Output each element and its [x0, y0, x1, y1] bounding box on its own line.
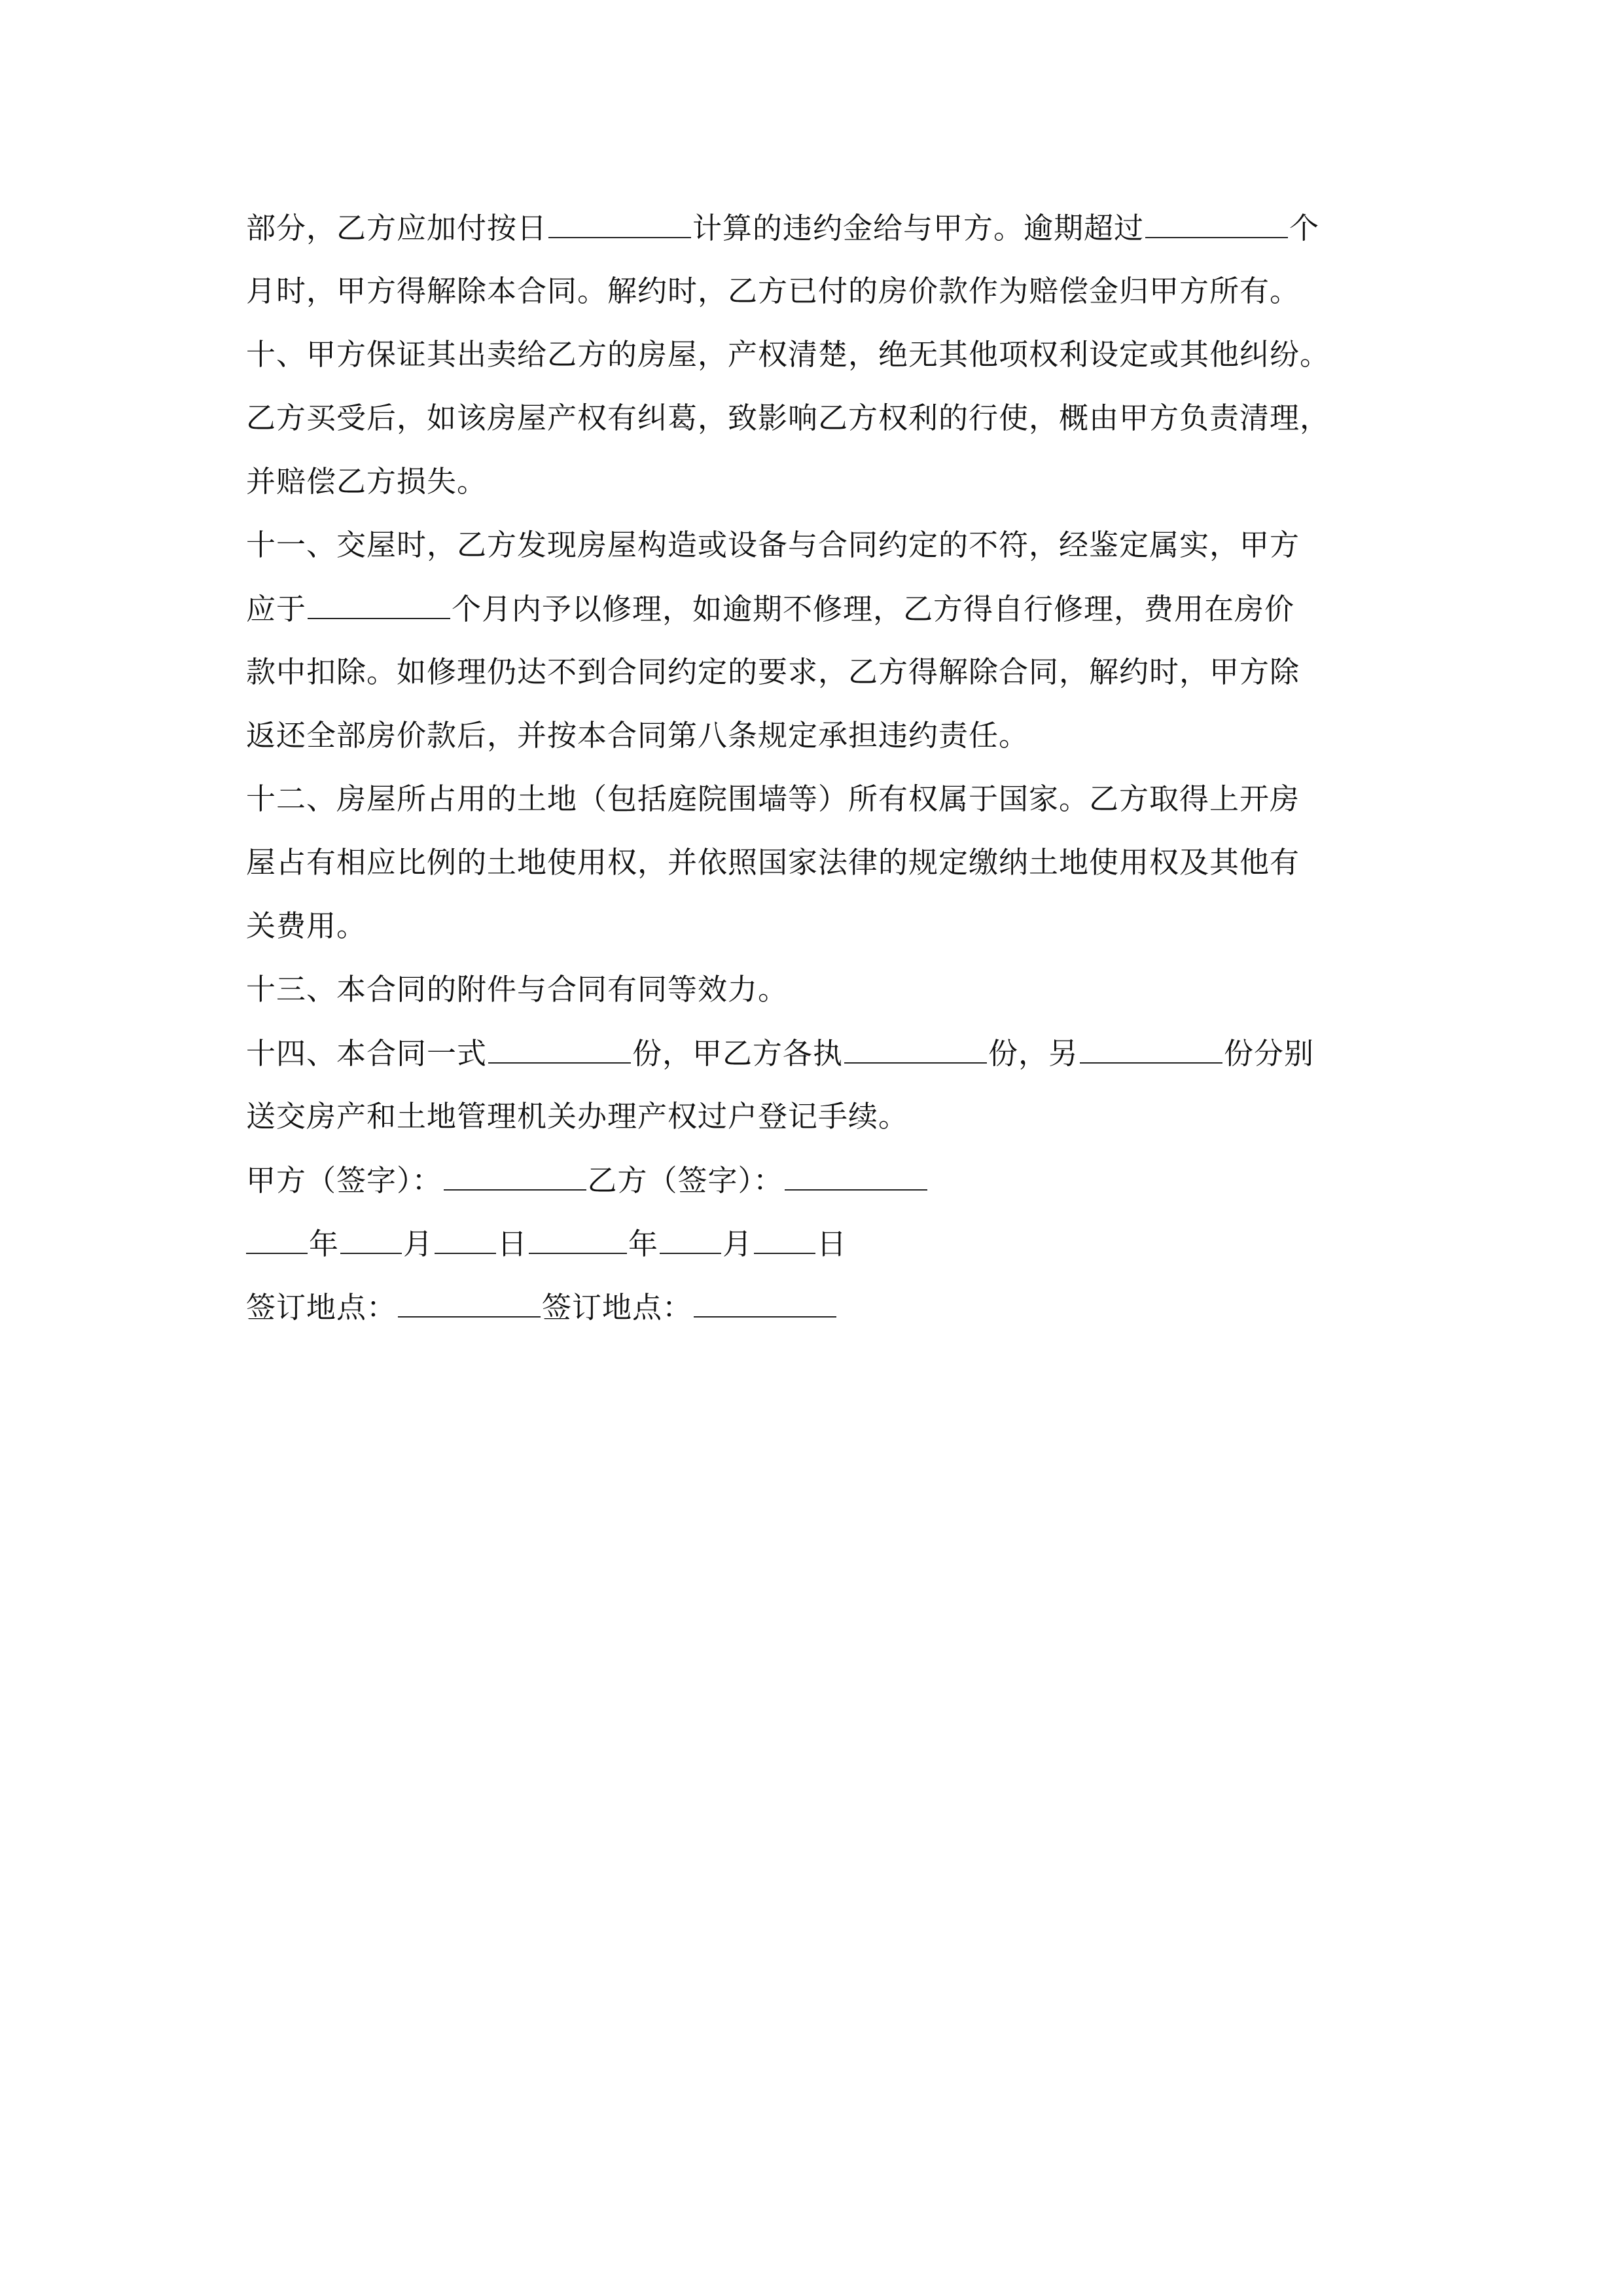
- text-segment: 返还全部房价款后，并按本合同第八条规定承担违约责任。: [246, 718, 1029, 753]
- day-label: 日: [817, 1227, 847, 1261]
- day-blank: [435, 1224, 496, 1254]
- clause-12-line-2: [246, 843, 1300, 882]
- text-segment: 十四、本合同一式: [246, 1036, 488, 1071]
- text-segment: 份，另: [988, 1036, 1079, 1071]
- text-segment: 十三、本合同的附件与合同有同等效力。: [246, 972, 789, 1007]
- party-a-signature-blank: [444, 1160, 586, 1191]
- party-a-place-blank: [398, 1287, 541, 1318]
- month-label: 月: [722, 1227, 753, 1261]
- month-label: 月: [403, 1227, 434, 1261]
- text-segment: 计算的违约金给与甲方。逾期超过: [692, 211, 1145, 245]
- text-segment: 个月内予以修理，如逾期不修理，乙方得自行修理，费用在房价: [452, 592, 1295, 626]
- party-b-place-blank: [694, 1287, 836, 1318]
- text-segment: 个: [1289, 211, 1320, 245]
- clause-10-line-3: [246, 462, 487, 501]
- text-line-2: [246, 272, 1300, 311]
- fill-in-blank: [488, 1033, 631, 1064]
- text-segment: 乙方买受后，如该房屋产权有纠葛，致影响乙方权利的行使，概由甲方负责清理，: [246, 401, 1330, 435]
- day-blank: [754, 1224, 815, 1254]
- text-segment: 十二、房屋所占用的土地（包括庭院围墙等）所有权属于国家。乙方取得上开房: [246, 781, 1300, 816]
- month-blank: [660, 1224, 721, 1254]
- text-segment: 部分，乙方应加付按日: [246, 211, 548, 245]
- fill-in-blank: [1080, 1033, 1222, 1064]
- year-label: 年: [628, 1227, 659, 1261]
- party-b-signature-label: 乙方（签字）：: [587, 1163, 784, 1198]
- text-segment: 屋占有相应比例的土地使用权，并依照国家法律的规定缴纳土地使用权及其他有: [246, 845, 1300, 880]
- clause-14-line-2: [246, 1097, 908, 1136]
- text-segment: 款中扣除。如修理仍达不到合同约定的要求，乙方得解除合同，解约时，甲方除: [246, 655, 1300, 689]
- clause-11-line-4: [246, 716, 1029, 755]
- clause-11-line-3: [246, 653, 1300, 692]
- fill-in-blank: [308, 589, 450, 619]
- year-label: 年: [309, 1227, 340, 1261]
- signature-line: [246, 1160, 929, 1200]
- text-segment: 份，甲乙方各执: [632, 1036, 844, 1071]
- party-a-place-label: 签订地点：: [246, 1290, 397, 1325]
- year-blank: [529, 1224, 627, 1254]
- text-segment: 十、甲方保证其出卖给乙方的房屋，产权清楚，绝无其他项权利设定或其他纠纷。: [246, 337, 1330, 372]
- text-segment: 送交房产和土地管理机关办理产权过户登记手续。: [246, 1099, 909, 1134]
- text-segment: 关费用。: [246, 908, 367, 943]
- clause-13-line: [246, 970, 788, 1009]
- clause-10-line-2: [246, 399, 1330, 438]
- text-segment: 份分别: [1224, 1036, 1315, 1071]
- party-b-place-label: 签订地点：: [542, 1290, 693, 1325]
- clause-10-line-1: [246, 335, 1330, 374]
- fill-in-blank: [844, 1033, 987, 1064]
- party-b-signature-blank: [785, 1160, 927, 1191]
- fill-in-blank: [1145, 208, 1288, 238]
- day-label: 日: [497, 1227, 528, 1261]
- date-line: [246, 1224, 847, 1263]
- text-segment: 并赔偿乙方损失。: [246, 464, 488, 499]
- clause-12-line-3: [246, 906, 366, 946]
- text-segment: 应于: [246, 592, 307, 626]
- fill-in-blank: [548, 208, 691, 238]
- month-blank: [340, 1224, 402, 1254]
- text-segment: 十一、交屋时，乙方发现房屋构造或设备与合同约定的不符，经鉴定属实，甲方: [246, 528, 1300, 562]
- clause-14-line-1: [246, 1033, 1314, 1073]
- year-blank: [246, 1224, 308, 1254]
- text-line-1: [246, 208, 1319, 247]
- clause-11-line-2: [246, 589, 1294, 628]
- clause-11-line-1: [246, 526, 1300, 565]
- signing-place-line: [246, 1287, 838, 1327]
- party-a-signature-label: 甲方（签字）：: [246, 1163, 442, 1198]
- clause-12-line-1: [246, 780, 1300, 819]
- text-segment: 月时，甲方得解除本合同。解约时，乙方已付的房价款作为赔偿金归甲方所有。: [246, 274, 1300, 308]
